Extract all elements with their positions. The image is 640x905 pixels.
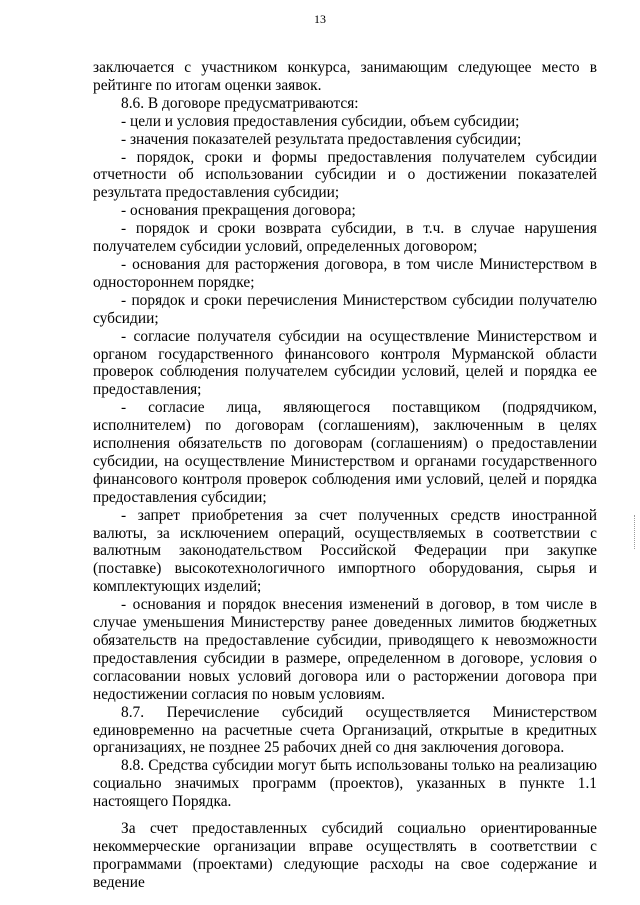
list-item-refund: - порядок и сроки возврата субсидии, в т.ч. в случае нарушения получателем субсидии условий, определенных договором; <box>93 220 597 256</box>
list-item-transfer: - порядок и сроки перечисления Министерством субсидии получателю субсидии; <box>93 291 597 327</box>
list-item-indicators: - значения показателей результата предоставления субсидии; <box>121 130 522 148</box>
paragraph-continuation: заключается с участником конкурса, занимающим следующее место в рейтинге по итогам оценки заявок. <box>93 59 597 94</box>
list-item-dissolution: - основания для расторжения договора, в том числе Министерством в одностороннем порядке; <box>93 255 597 291</box>
list-item-currency-ban: - запрет приобретения за счет полученных средств иностранной валюты, за исключением операций, осуществляемых в соответствии с валютным законодательством Российской Федерации при закупке (поставке) высокотехнологичного импортного оборудования, сырья и комплектующих изделий; <box>93 506 597 596</box>
list-item-amendments: - основания и порядок внесения изменений в договор, в том числе в случае уменьшения Министерству ранее доведенных лимитов бюджетных обязательств на предоставление субсидии, приводящего к невозможности предоставления субсидии в размере, определенном в договоре, условия о согласовании новых условий договора или о расторжении договора при недостижении согласия по новым условиям. <box>93 596 597 703</box>
list-item-goals: - цели и условия предоставления субсидии, объем субсидии; <box>121 112 520 130</box>
document-body <box>93 59 597 892</box>
page-number: 13 <box>314 12 326 26</box>
list-item-reporting: - порядок, сроки и формы предоставления получателем субсидии отчетности об использовании субсидии и о достижении показателей результата предоставления субсидии; <box>93 148 597 202</box>
list-item-termination-grounds: - основания прекращения договора; <box>121 202 356 220</box>
clause-8-7: 8.7. Перечисление субсидий осуществляется Министерством единовременно на расчетные счета Организаций, открытые в кредитных организациях, не позднее 25 рабочих дней со дня заключения договора. <box>93 703 597 757</box>
list-item-supplier-consent: - согласие лица, являющегося поставщиком (подрядчиком, исполнителем) по договорам (соглашениям), заключенным в целях исполнения обязательств по договорам (соглашениям) о предоставлении субсидии, на осуществление Министерством и органами государственного финансового контроля проверок соблюдения ими условий, целей и порядка предоставления субсидии; <box>93 399 597 506</box>
scan-margin-mark <box>634 515 637 549</box>
expenses-paragraph: За счет предоставленных субсидий социально ориентированные некоммерческие организации вправе осуществлять в соответствии с программами (проектами) следующие расходы на свое содержание и ведение <box>93 820 597 891</box>
clause-8-8: 8.8. Средства субсидии могут быть использованы только на реализацию социально значимых программ (проектов), указанных в пункте 1.1 настоящего Порядка. <box>93 757 597 811</box>
clause-8-6-heading: 8.6. В договоре предусматриваются: <box>121 94 359 112</box>
list-item-recipient-consent: - согласие получателя субсидии на осуществление Министерством и органом государственного финансового контроля Мурманской области проверок соблюдения получателем субсидии условий, целей и порядка ее предоставления; <box>93 327 597 399</box>
